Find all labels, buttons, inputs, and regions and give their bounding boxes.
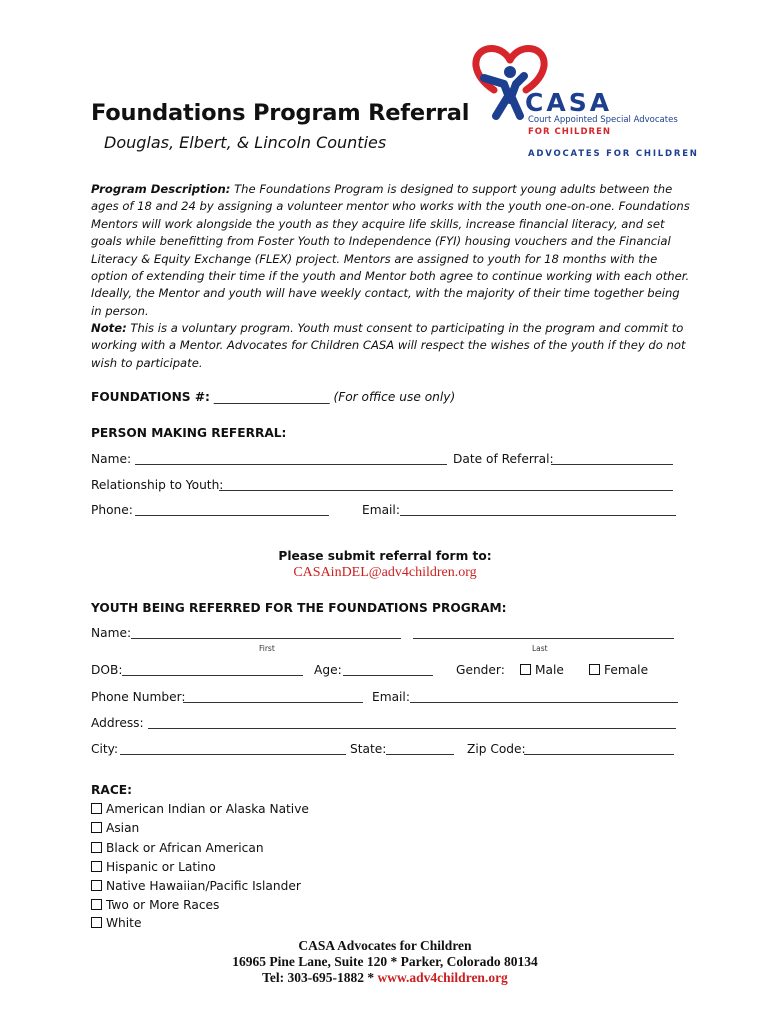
description-label: Program Description: bbox=[91, 182, 231, 196]
race-option[interactable] bbox=[91, 821, 139, 835]
description-text: The Foundations Program is designed to support young adults between the ages of 18 and 24 by assigning a volunteer mentor who works with the youth one-on-one. Foundations Mentors will work alongside the youth as they acquire life skills, increase financial literacy, and set goals while benefitting from Foster Youth to Independence (FYI) housing vouchers and the Financial Literacy & Equity Exchange (FLEX) project. Mentors are assigned to youth for 18 months with the option of extending their time if the youth and Mentor both agree to continue working with each other. Ideally, the Mentor and youth will have weekly contact, with the majority of their time together being in person. bbox=[91, 182, 690, 318]
youth-phone-label: Phone Number: bbox=[91, 690, 186, 704]
foundations-field[interactable]: ___________________ bbox=[213, 390, 330, 404]
youth-email-field[interactable] bbox=[410, 690, 678, 703]
race-option-label: Native Hawaiian/Pacific Islander bbox=[106, 879, 301, 893]
race-checkbox[interactable] bbox=[91, 861, 102, 872]
race-option-label: Hispanic or Latino bbox=[106, 860, 216, 874]
gender-female-option[interactable] bbox=[589, 663, 648, 677]
referrer-name-label: Name: bbox=[91, 452, 132, 466]
address-label: Address: bbox=[91, 716, 144, 730]
logo-name: CASA bbox=[525, 88, 613, 117]
age-field[interactable] bbox=[343, 663, 433, 676]
logo-line2: FOR CHILDREN bbox=[528, 127, 611, 137]
race-option-label: Asian bbox=[106, 821, 140, 835]
race-checkbox[interactable] bbox=[91, 803, 102, 814]
footer-tel: Tel: 303-695-1882 * bbox=[262, 970, 378, 985]
referrer-phone-field[interactable] bbox=[135, 503, 329, 516]
referrer-email-label: Email: bbox=[362, 503, 400, 517]
race-heading: RACE: bbox=[91, 783, 132, 797]
footer-contact bbox=[0, 970, 770, 986]
gender-male-label: Male bbox=[535, 663, 564, 677]
race-option[interactable] bbox=[91, 841, 264, 855]
race-option-label: White bbox=[106, 916, 142, 930]
gender-male-option[interactable] bbox=[520, 663, 564, 677]
note-text: This is a voluntary program. Youth must consent to participating in the program and commit to working with a Mentor. Advocates for Children CASA will respect the wishes of the youth if they do not wish to participate. bbox=[91, 321, 686, 370]
youth-heading: YOUTH BEING REFERRED FOR THE FOUNDATIONS PROGRAM: bbox=[91, 601, 507, 615]
race-checkbox[interactable] bbox=[91, 899, 102, 910]
dob-label: DOB: bbox=[91, 663, 123, 677]
race-option[interactable] bbox=[91, 860, 216, 874]
gender-female-label: Female bbox=[604, 663, 649, 677]
foundations-row bbox=[91, 390, 455, 404]
race-option[interactable] bbox=[91, 916, 141, 930]
relationship-label: Relationship to Youth: bbox=[91, 478, 224, 492]
race-option[interactable] bbox=[91, 898, 219, 912]
race-option-label: Two or More Races bbox=[106, 898, 220, 912]
submit-instruction: Please submit referral form to: bbox=[278, 549, 492, 563]
last-caption: Last bbox=[532, 644, 548, 653]
footer-website-link[interactable]: www.adv4children.org bbox=[377, 970, 508, 985]
program-description bbox=[91, 181, 691, 320]
relationship-field[interactable] bbox=[219, 478, 673, 491]
gender-female-checkbox[interactable] bbox=[589, 664, 600, 675]
youth-first-name-field[interactable] bbox=[131, 626, 401, 639]
state-label: State: bbox=[350, 742, 387, 756]
note-label: Note: bbox=[91, 321, 127, 335]
page-title: Foundations Program Referral bbox=[91, 100, 470, 126]
submit-email-link[interactable]: CASAinDEL@adv4children.org bbox=[293, 565, 477, 580]
youth-phone-field[interactable] bbox=[183, 690, 363, 703]
address-field[interactable] bbox=[148, 716, 676, 729]
gender-male-checkbox[interactable] bbox=[520, 664, 531, 675]
referrer-email-field[interactable] bbox=[400, 503, 676, 516]
zip-label: Zip Code: bbox=[467, 742, 526, 756]
referral-date-label: Date of Referral: bbox=[453, 452, 554, 466]
race-option-label: Black or African American bbox=[106, 841, 264, 855]
age-label: Age: bbox=[314, 663, 342, 677]
gender-label: Gender: bbox=[456, 663, 505, 677]
logo-tagline: ADVOCATES FOR CHILDREN bbox=[528, 149, 699, 159]
page-subtitle: Douglas, Elbert, & Lincoln Counties bbox=[104, 133, 387, 152]
race-checkbox[interactable] bbox=[91, 917, 102, 928]
race-checkbox[interactable] bbox=[91, 822, 102, 833]
first-caption: First bbox=[259, 644, 275, 653]
footer-address: 16965 Pine Lane, Suite 120 * Parker, Colorado 80134 bbox=[232, 954, 538, 969]
referrer-phone-label: Phone: bbox=[91, 503, 133, 517]
youth-name-label: Name: bbox=[91, 626, 132, 640]
race-option[interactable] bbox=[91, 879, 301, 893]
youth-last-name-field[interactable] bbox=[413, 626, 674, 639]
foundations-office-note: (For office use only) bbox=[333, 390, 456, 404]
city-label: City: bbox=[91, 742, 119, 756]
referrer-heading: PERSON MAKING REFERRAL: bbox=[91, 426, 287, 440]
casa-logo bbox=[470, 40, 699, 160]
footer-org: CASA Advocates for Children bbox=[298, 938, 472, 953]
referrer-name-field[interactable] bbox=[135, 452, 447, 465]
city-field[interactable] bbox=[120, 742, 346, 755]
youth-email-label: Email: bbox=[372, 690, 410, 704]
logo-line1: Court Appointed Special Advocates bbox=[528, 115, 678, 125]
race-option-label: American Indian or Alaska Native bbox=[106, 802, 309, 816]
dob-field[interactable] bbox=[122, 663, 303, 676]
race-checkbox[interactable] bbox=[91, 880, 102, 891]
state-field[interactable] bbox=[386, 742, 454, 755]
race-option[interactable] bbox=[91, 802, 309, 816]
foundations-label: FOUNDATIONS #: bbox=[91, 390, 210, 404]
program-note bbox=[91, 320, 691, 372]
referral-date-field[interactable] bbox=[551, 452, 673, 465]
zip-field[interactable] bbox=[524, 742, 674, 755]
race-checkbox[interactable] bbox=[91, 842, 102, 853]
